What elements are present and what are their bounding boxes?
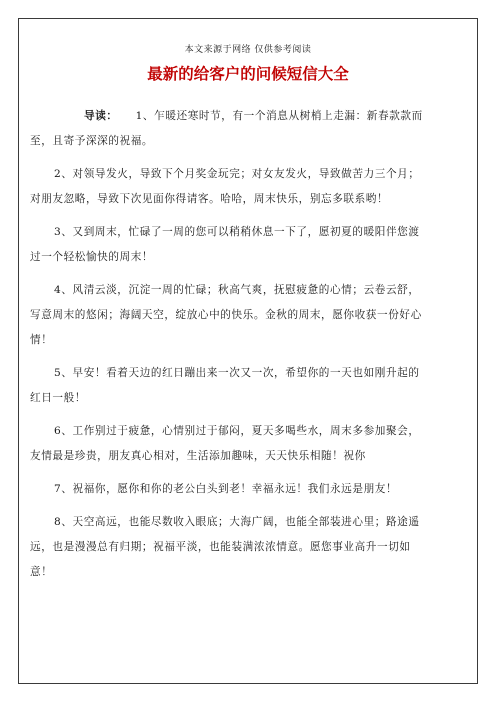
source-note: 本文来源于网络 仅供参考阅读 (184, 45, 312, 55)
paragraph-7: 7、祝福你，愿你和你的老公白头到老！幸福永远！我们永远是朋友！ (54, 483, 398, 495)
paragraph-3: 3、又到周末，忙碌了一周的您可以稍稍休息一下了，愿初夏的暖阳伴您渡过一个轻松愉快的周末！ (30, 226, 420, 263)
page-title: 最新的给客户的问候短信大全 (147, 65, 349, 83)
intro-text: 1、乍暖还寒时节，有一个消息从树梢上走漏：新春款款而至，且寄予深深的祝福。 (30, 110, 423, 147)
paragraph-2: 2、对领导发火，导致下个月奖金玩完；对女友发火，导致做苦力三个月；对朋友忽略，导致下次见面你得请客。哈哈，周末快乐，别忘多联系哟！ (30, 168, 420, 205)
intro-paragraph (30, 104, 430, 154)
paragraph-4: 4、风清云淡，沉淀一周的忙碌；秋高气爽，抚慰疲惫的心情；云卷云舒，写意周末的悠闲；海阔天空，绽放心中的快乐。金秋的周末，愿你收获一份好心情！ (30, 284, 422, 346)
intro-label: 导读： (84, 110, 118, 122)
paragraph-6: 6、工作别过于疲惫，心情别过于郁闷，夏天多喝些水，周末多参加聚会，友情最是珍贵，朋友真心相对，生活添加趣味，天天快乐相随！祝你 (30, 425, 420, 462)
paragraph-8: 8、天空高远，也能尽数收入眼底；大海广阔，也能全部装进心里；路途遥远，也是漫漫总有归期；祝福平淡，也能装满浓浓情意。愿您事业高升一切如意！ (30, 516, 420, 578)
article-body (30, 104, 430, 593)
paragraph-5: 5、早安！看着天边的红日蹦出来一次又一次，希望你的一天也如刚升起的红日一般！ (30, 367, 420, 404)
